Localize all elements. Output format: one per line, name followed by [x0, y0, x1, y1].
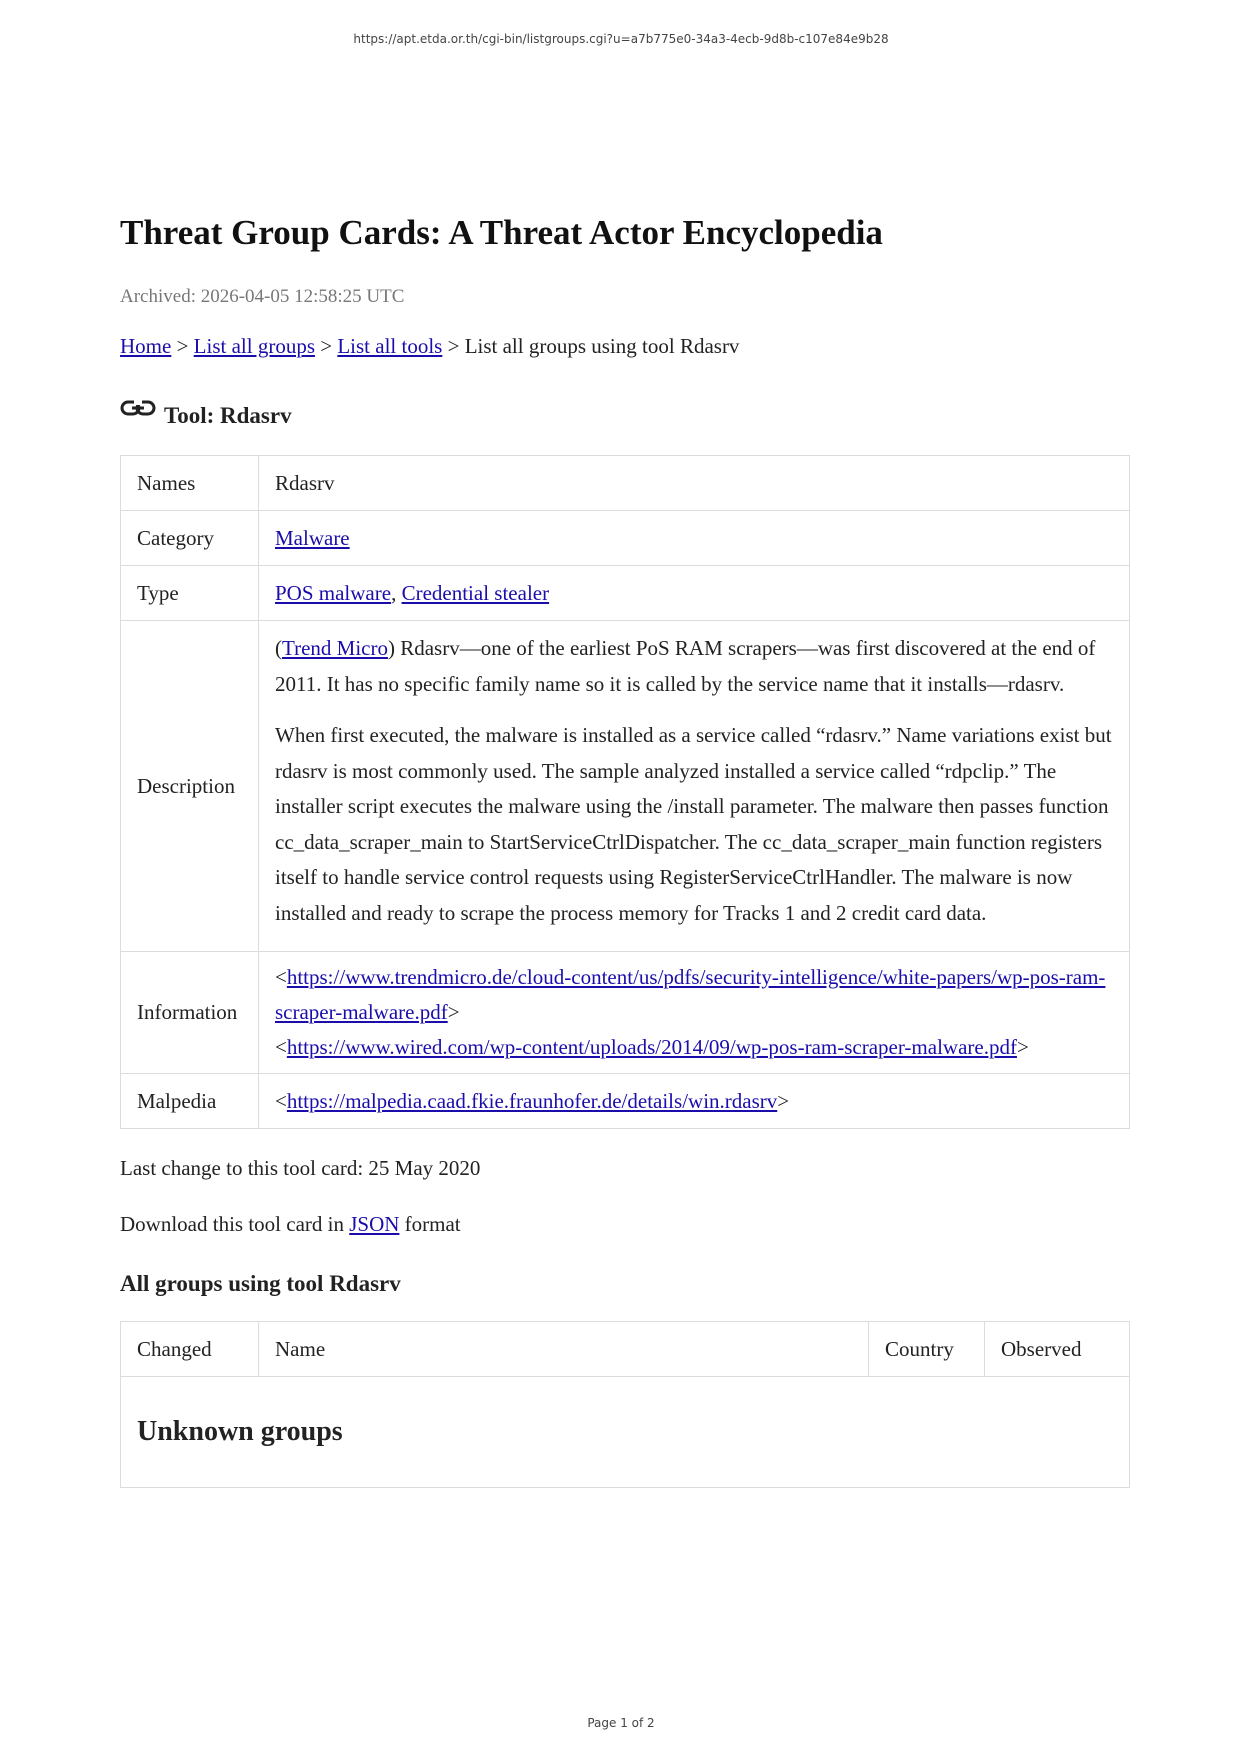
angle-open: < [275, 965, 287, 989]
breadcrumb-separator: > [442, 334, 465, 358]
page-title: Threat Group Cards: A Threat Actor Encyclopedia [120, 213, 883, 252]
last-change-text: Last change to this tool card: 25 May 2020 [120, 1156, 481, 1180]
type-pos-malware-link[interactable]: POS malware [275, 580, 392, 605]
names-value: Rdasrv [259, 456, 1130, 511]
archived-timestamp: Archived: 2026-04-05 12:58:25 UTC [120, 286, 405, 307]
groups-heading: All groups using tool Rdasrv [120, 1271, 401, 1296]
table-row [121, 566, 1130, 621]
column-header-changed: Changed [121, 1322, 259, 1377]
table-row [121, 1377, 1130, 1488]
column-header-name: Name [259, 1322, 869, 1377]
angle-close: > [447, 1000, 460, 1024]
column-header-country: Country [869, 1322, 985, 1377]
category-label: Category [121, 511, 259, 566]
breadcrumb-home-link[interactable]: Home [120, 334, 172, 358]
trendmicro-pdf-link[interactable]: https://www.trendmicro.de/cloud-content/us/pdfs/security-intelligence/white-papers/wp-pos-ram-scraper-malware.pdf [275, 965, 1106, 1024]
malpedia-link[interactable]: https://malpedia.caad.fkie.fraunhofer.de/details/win.rdasrv [286, 1088, 778, 1113]
info-link-2-line [275, 1030, 1113, 1065]
paren-open: ( [275, 636, 282, 660]
table-row [121, 456, 1130, 511]
download-suffix: format [399, 1212, 461, 1236]
category-value [259, 511, 1130, 566]
tool-heading [120, 399, 1130, 429]
trend-micro-link[interactable]: Trend Micro [282, 636, 388, 660]
download-prefix: Download this tool card in [120, 1212, 350, 1236]
type-separator: , [391, 580, 402, 605]
download-line [120, 1207, 1130, 1241]
description-p1-text: ) Rdasrv—one of the earliest PoS RAM scrapers—was first discovered at the end of 2011. It has no specific family name so it is called by the service name that it installs—rdasrv. [275, 636, 1096, 696]
type-credential-stealer-link[interactable]: Credential stealer [401, 580, 550, 605]
table-row [121, 511, 1130, 566]
tool-heading-text: Tool: Rdasrv [164, 403, 292, 428]
angle-close: > [1016, 1035, 1029, 1059]
malpedia-label: Malpedia [121, 1074, 259, 1129]
information-label: Information [121, 952, 259, 1074]
wired-pdf-link[interactable]: https://www.wired.com/wp-content/uploads/2014/09/wp-pos-ram-scraper-malware.pdf [286, 1035, 1017, 1059]
angle-open: < [275, 1088, 287, 1113]
angle-open: < [275, 1035, 287, 1059]
breadcrumb [120, 334, 1130, 359]
breadcrumb-tools-link[interactable]: List all tools [337, 334, 443, 358]
category-malware-link[interactable]: Malware [275, 525, 350, 550]
malpedia-value [259, 1074, 1130, 1129]
description-label: Description [121, 621, 259, 952]
table-row [121, 1074, 1130, 1129]
tool-info-table [120, 455, 1130, 1129]
main-content [120, 210, 1130, 1488]
table-header-row [121, 1322, 1130, 1377]
page-footer: Page 1 of 2 [587, 1716, 655, 1730]
names-label: Names [121, 456, 259, 511]
description-value [259, 621, 1130, 952]
breadcrumb-groups-link[interactable]: List all groups [193, 334, 315, 358]
breadcrumb-separator: > [315, 334, 338, 358]
information-value [259, 952, 1130, 1074]
breadcrumb-current: List all groups using tool Rdasrv [464, 334, 740, 358]
table-row [121, 621, 1130, 952]
description-paragraph-1 [275, 631, 1113, 702]
angle-close: > [777, 1088, 790, 1113]
column-header-observed: Observed [985, 1322, 1130, 1377]
unknown-groups-heading: Unknown groups [121, 1377, 1130, 1488]
description-paragraph-2: When first executed, the malware is installed as a service called “rdasrv.” Name variations exist but rdasrv is most commonly used. The sample analyzed installed a service called “rdpclip.” The installer script executes the malware using the /install parameter. The malware then passes function cc_data_scraper_main to StartServiceCtrlDispatcher. The cc_data_scraper_main function registers itself to handle service control requests using RegisterServiceCtrlHandler. The malware is now installed and ready to scrape the process memory for Tracks 1 and 2 credit card data. [275, 723, 1112, 925]
page-url-header: https://apt.etda.or.th/cgi-bin/listgroups.cgi?u=a7b775e0-34a3-4ecb-9d8b-c107e84e9b28 [353, 32, 889, 46]
table-row [121, 952, 1130, 1074]
type-label: Type [121, 566, 259, 621]
json-download-link[interactable]: JSON [349, 1212, 400, 1236]
groups-table [120, 1321, 1130, 1488]
link-icon [120, 399, 156, 419]
info-link-1-line [275, 960, 1113, 1030]
breadcrumb-separator: > [171, 334, 194, 358]
type-value [259, 566, 1130, 621]
